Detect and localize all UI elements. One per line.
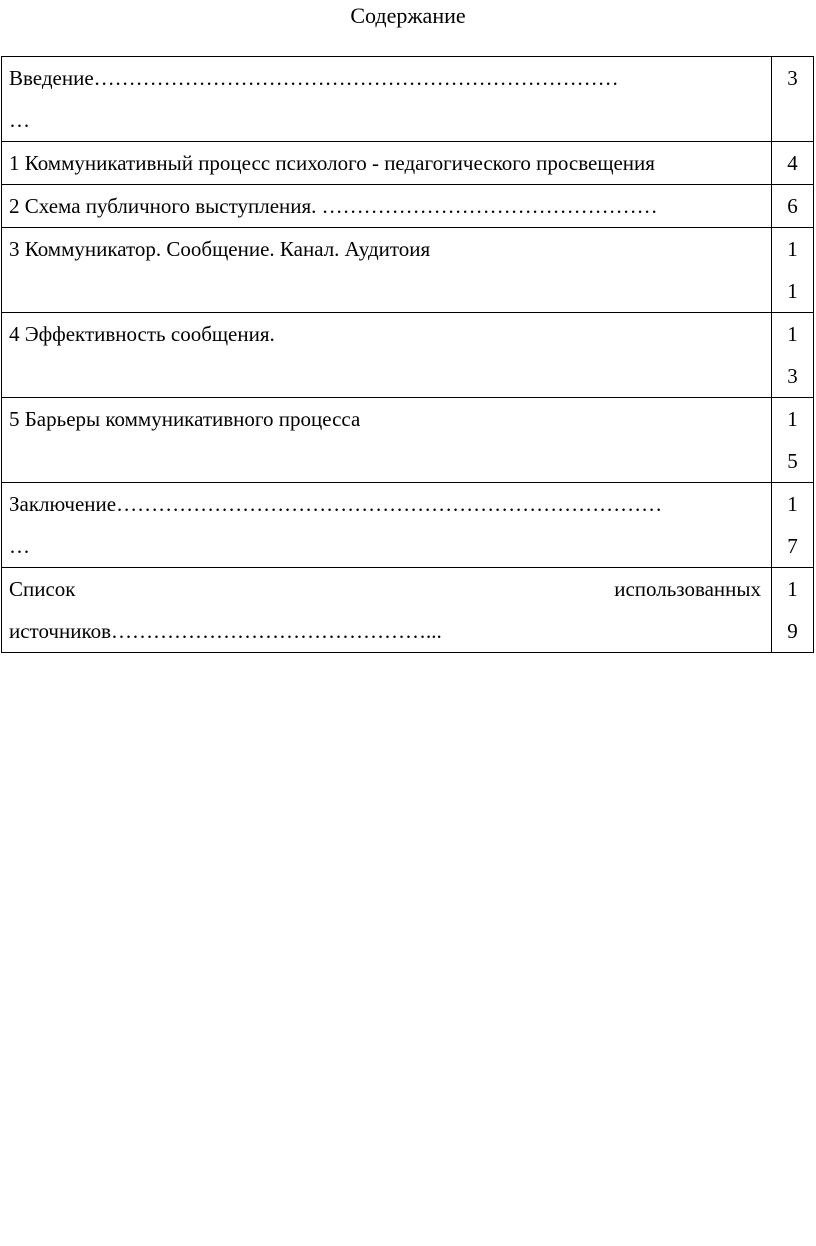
- toc-entry-second-line: источников………………………………………...: [9, 619, 442, 643]
- page-digit: 1: [787, 492, 798, 516]
- page-digit: 1: [787, 279, 798, 303]
- toc-page-number: [772, 483, 814, 568]
- toc-entry-text: 5 Барьеры коммуникативного процесса: [9, 407, 361, 431]
- toc-row-chapter-2: [2, 185, 814, 228]
- toc-page-number: [772, 142, 814, 185]
- toc-entry-title: [2, 57, 772, 142]
- toc-entry-title: [2, 142, 772, 185]
- page-digit: 6: [787, 194, 798, 218]
- page-digit: 1: [787, 577, 798, 601]
- toc-entry-word: Список: [9, 577, 76, 601]
- toc-entry-text: 2 Схема публичного выступления. …………………………………………: [9, 194, 658, 218]
- toc-page-number: [772, 57, 814, 142]
- toc-entry-title: [2, 483, 772, 568]
- page-digit: 9: [787, 619, 798, 643]
- page-title: Содержание: [350, 3, 466, 28]
- toc-entry-first-line: [9, 568, 771, 610]
- toc-entry-title: [2, 185, 772, 228]
- toc-page-number: [772, 568, 814, 653]
- toc-entry-text: Введение………………………………………………………………… …: [9, 66, 619, 132]
- page-digit: 1: [787, 322, 798, 346]
- toc-entry-word: использованных: [614, 577, 761, 601]
- toc-entry-text: 3 Коммуникатор. Сообщение. Канал. Аудитоия: [9, 237, 431, 261]
- toc-entry-title: [2, 228, 772, 313]
- page-digit: 3: [787, 364, 798, 388]
- toc-row-chapter-3: [2, 228, 814, 313]
- table-of-contents: [1, 56, 814, 653]
- toc-entry-text: Заключение…………………………………………………………………… …: [9, 492, 663, 558]
- page-digit: 1: [787, 237, 798, 261]
- page-digit: 3: [787, 66, 798, 90]
- toc-page-number: [772, 185, 814, 228]
- page-digit: 1: [787, 407, 798, 431]
- toc-row-introduction: [2, 57, 814, 142]
- toc-row-conclusion: [2, 483, 814, 568]
- page-digit: 5: [787, 449, 798, 473]
- page-digit: 7: [787, 534, 798, 558]
- toc-row-chapter-4: [2, 313, 814, 398]
- toc-page-number: [772, 398, 814, 483]
- toc-page-number: [772, 228, 814, 313]
- toc-entry-title: [2, 313, 772, 398]
- toc-page-number: [772, 313, 814, 398]
- toc-row-chapter-5: [2, 398, 814, 483]
- toc-entry-title: [2, 568, 772, 653]
- toc-entry-text: 4 Эффективность сообщения.: [9, 322, 275, 346]
- toc-entry-title: [2, 398, 772, 483]
- page-digit: 4: [787, 151, 798, 175]
- toc-entry-text: 1 Коммуникативный процесс психолого - педагогического просвещения: [9, 151, 655, 175]
- toc-row-chapter-1: [2, 142, 814, 185]
- toc-row-references: [2, 568, 814, 653]
